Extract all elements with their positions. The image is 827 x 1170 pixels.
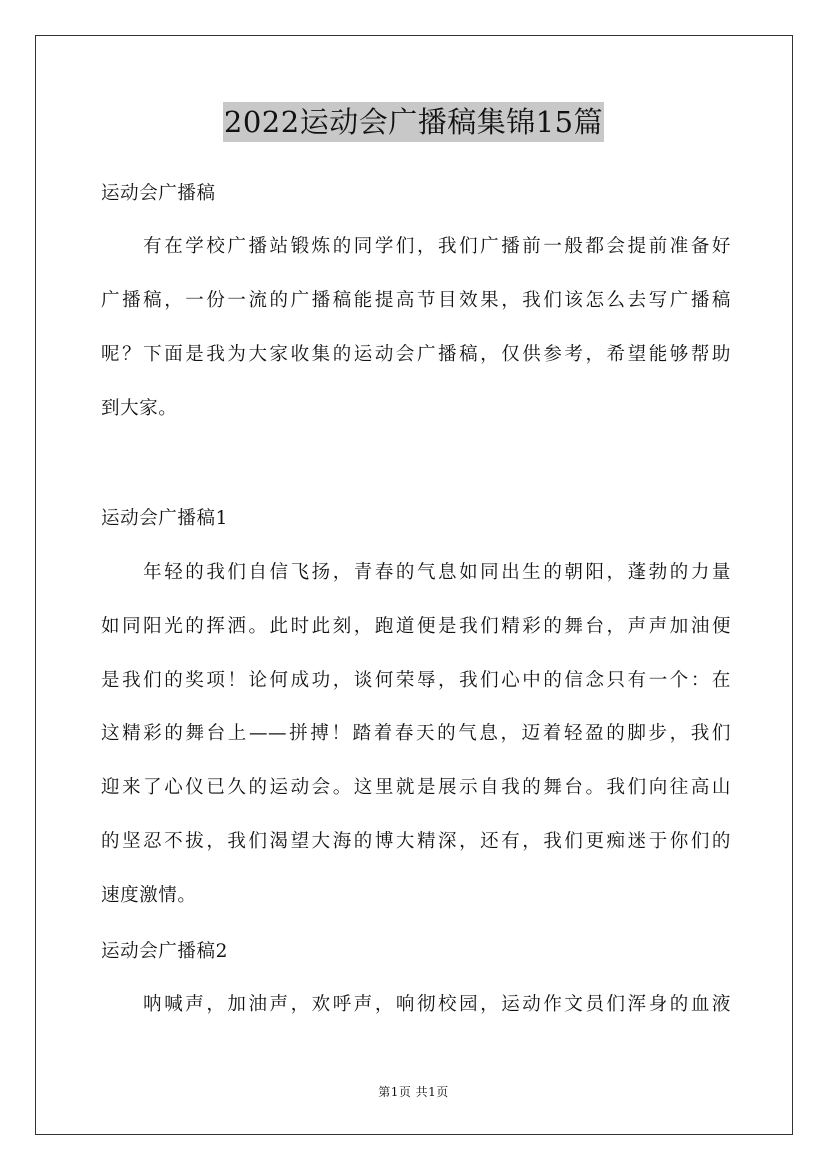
section1-line: 年轻的我们自信飞扬，青春的气息如同出生的朝阳，蓬勃的力量 [101, 562, 731, 583]
document-title-container [0, 102, 827, 142]
heading-intro: 运动会广播稿 [101, 183, 216, 204]
section1-line: 如同阳光的挥洒。此时此刻，跑道便是我们精彩的舞台，声声加油便 [101, 616, 731, 637]
document-title: 2022运动会广播稿集锦15篇 [223, 102, 604, 142]
section2-line: 呐喊声，加油声，欢呼声，响彻校园，运动作文员们浑身的血液 [101, 994, 731, 1015]
page-footer: 第1页 共1页 [378, 1085, 449, 1099]
heading-section-2: 运动会广播稿2 [101, 941, 228, 962]
section1-line: 的坚忍不拔，我们渴望大海的博大精深，还有，我们更痴迷于你们的 [101, 831, 731, 852]
section1-line: 这精彩的舞台上——拼搏！踏着春天的气息，迈着轻盈的脚步，我们 [101, 723, 731, 744]
section1-line: 是我们的奖项！论何成功，谈何荣辱，我们心中的信念只有一个：在 [101, 670, 731, 691]
section1-line: 迎来了心仪已久的运动会。这里就是展示自我的舞台。我们向往高山 [101, 777, 731, 798]
intro-line: 呢？下面是我为大家收集的运动会广播稿，仅供参考，希望能够帮助 [101, 344, 731, 365]
intro-line: 到大家。 [101, 398, 178, 419]
intro-line: 有在学校广播站锻炼的同学们，我们广播前一般都会提前准备好 [101, 236, 731, 257]
intro-line: 广播稿，一份一流的广播稿能提高节目效果，我们该怎么去写广播稿 [101, 290, 731, 311]
section1-line: 速度激情。 [101, 885, 197, 906]
heading-section-1: 运动会广播稿1 [101, 508, 228, 529]
